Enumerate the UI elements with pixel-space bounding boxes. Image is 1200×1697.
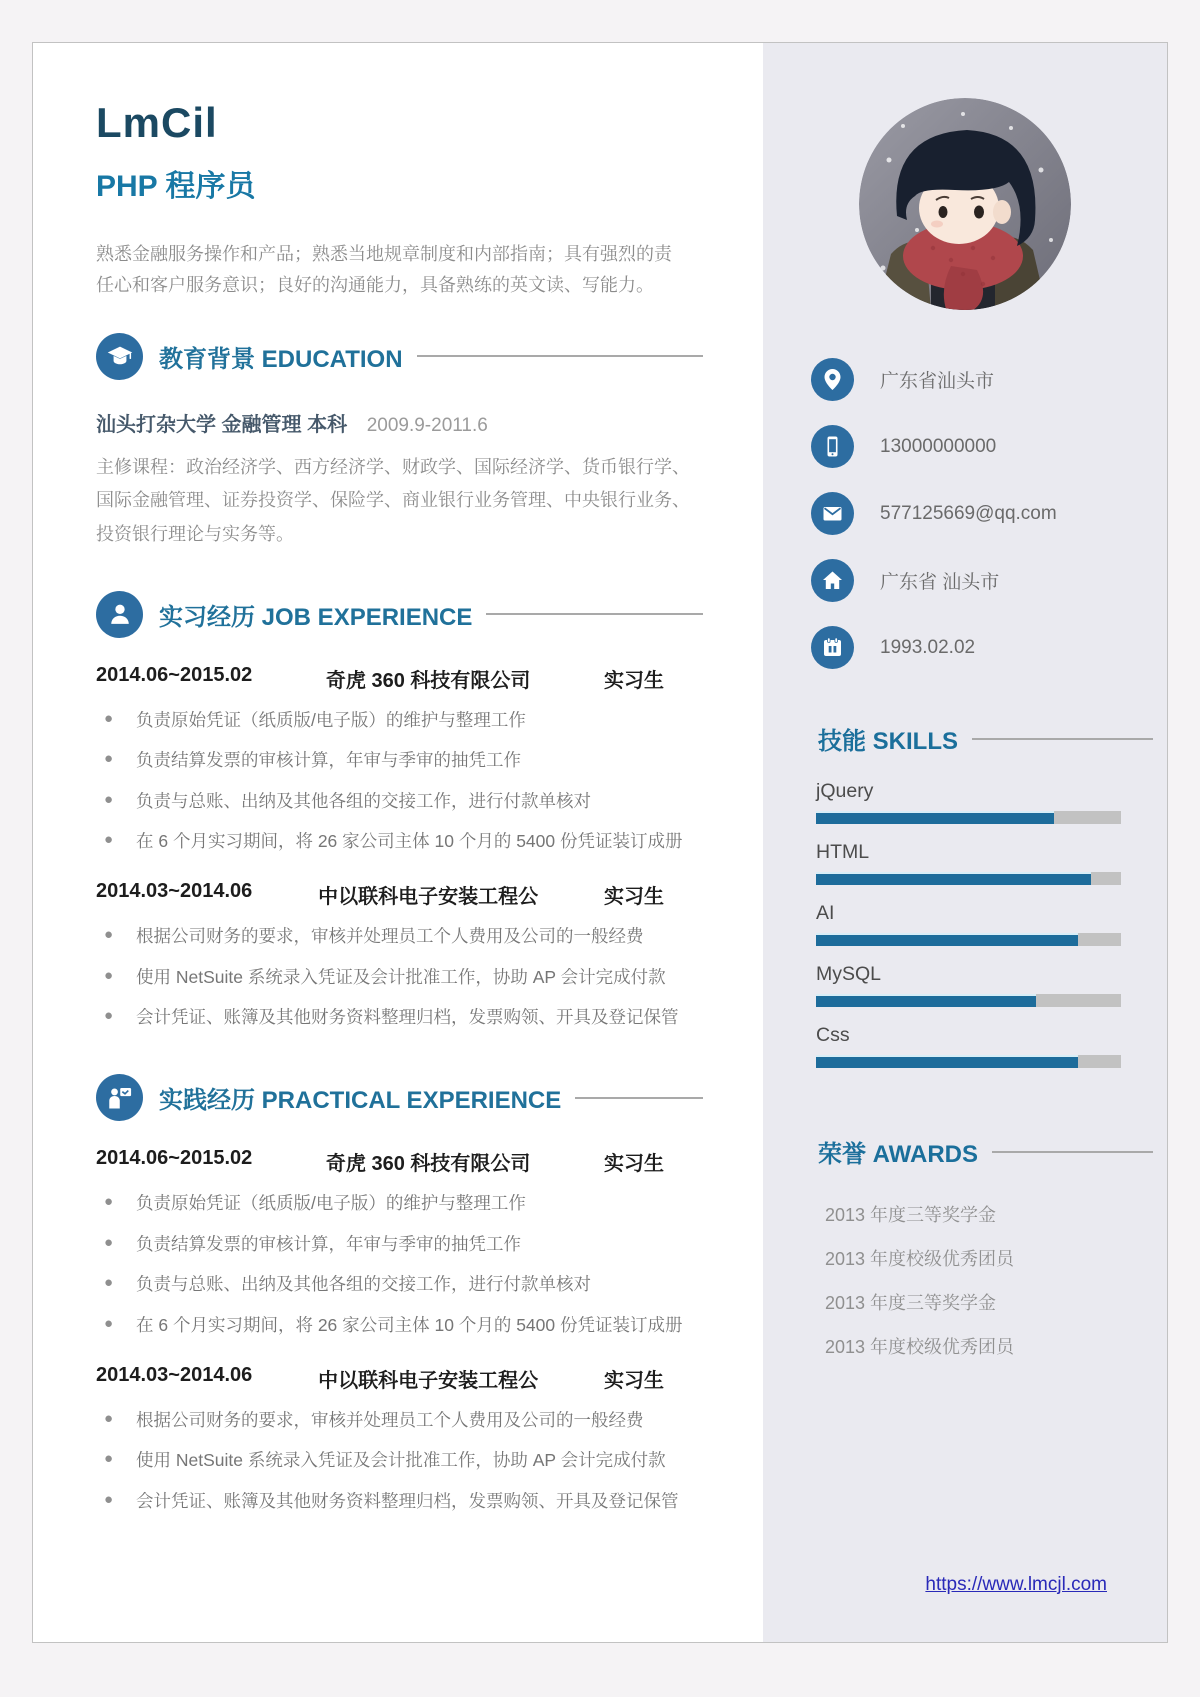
job-head: [96, 880, 664, 909]
skill-item: [816, 963, 1167, 1007]
contact-item-birthday: [811, 626, 1167, 669]
graduation-cap-icon: [96, 333, 143, 380]
skill-label: jQuery: [816, 780, 874, 802]
contact-value: 1993.02.02: [880, 636, 976, 658]
bullet-text: 会计凭证、账簿及其他财务资料整理归档，发票购领、开具及登记保管: [136, 1490, 679, 1511]
job-entry: [96, 1364, 703, 1514]
summary-text: 熟悉金融服务操作和产品；熟悉当地规章制度和内部指南；具有强烈的责任心和客户服务意识；良好的沟通能力，具备熟练的英文读、写能力。: [96, 244, 672, 295]
bullet-list: [96, 708, 703, 855]
bullet-item: [96, 708, 703, 733]
section-rule: [486, 613, 703, 615]
skills-list: [763, 780, 1167, 1068]
bullet-text: 负责结算发票的审核计算，年审与季审的抽凭工作: [136, 1233, 521, 1254]
website-link[interactable]: https://www.lmcjl.com: [925, 1574, 1107, 1595]
bullet-list: [96, 924, 703, 1030]
award-item: 2013 年度校级优秀团员: [825, 1249, 1015, 1269]
bullet-dot-icon: ●: [104, 709, 114, 727]
skill-item: [816, 780, 1167, 824]
person-icon: [96, 591, 143, 638]
resume-page: [32, 42, 1168, 1643]
section-header-practical-experience: [96, 1074, 703, 1121]
job-company: 奇虎 360 科技有限公司: [325, 669, 531, 692]
location-pin-icon: [811, 358, 854, 401]
calendar-icon: [811, 626, 854, 669]
bullet-dot-icon: ●: [104, 1233, 114, 1251]
skill-bar-track: [816, 994, 1121, 1007]
phone-icon: [811, 425, 854, 468]
avatar: [859, 98, 1071, 310]
skill-bar-fill: [816, 811, 1054, 824]
contact-item-address: [811, 559, 1167, 602]
job-company: 奇虎 360 科技有限公司: [325, 1153, 531, 1176]
contact-value: 广东省 汕头市: [880, 572, 1000, 593]
bullet-text: 根据公司财务的要求，审核并处理员工个人费用及公司的一般经费: [136, 926, 644, 947]
bullet-item: [96, 789, 703, 814]
bullet-dot-icon: ●: [104, 790, 114, 808]
job-entry: [96, 1147, 703, 1338]
bullet-item: [96, 1232, 703, 1257]
skill-item: [816, 1024, 1167, 1068]
bullet-dot-icon: ●: [104, 1490, 114, 1508]
contact-value: 577125669@qq.com: [880, 502, 1057, 524]
bullet-text: 负责原始凭证（纸质版/电子版）的维护与整理工作: [136, 709, 526, 730]
skill-label: MySQL: [816, 963, 882, 985]
presentation-icon: [96, 1074, 143, 1121]
skill-bar-track: [816, 872, 1121, 885]
bullet-text: 在 6 个月实习期间，将 26 家公司主体 10 个月的 5400 份凭证装订成册: [136, 830, 683, 851]
awards-list: [763, 1201, 1167, 1359]
bullet-list: [96, 1408, 703, 1514]
section-header-education: [96, 333, 703, 380]
job-entry: [96, 880, 703, 1030]
job-period: 2014.06~2015.02: [96, 1147, 253, 1170]
section-header-awards: [763, 1134, 1167, 1169]
bullet-text: 使用 NetSuite 系统录入凭证及会计批准工作，协助 AP 会计完成付款: [136, 1450, 666, 1471]
email-icon: [811, 492, 854, 535]
bullet-text: 负责与总账、出纳及其他各组的交接工作，进行付款单核对: [136, 790, 591, 811]
skill-label: AI: [816, 902, 835, 924]
section-title: 实践经历 PRACTICAL EXPERIENCE: [159, 1087, 562, 1115]
section-rule: [575, 1097, 703, 1099]
contact-value: 广东省汕头市: [880, 371, 995, 392]
main-column: [96, 43, 703, 1514]
bullet-text: 负责与总账、出纳及其他各组的交接工作，进行付款单核对: [136, 1274, 591, 1295]
section-header-job-experience: [96, 591, 703, 638]
education-period: 2009.9-2011.6: [366, 414, 488, 436]
section-rule: [992, 1151, 1153, 1153]
bullet-dot-icon: ●: [104, 1314, 114, 1332]
skill-bar-track: [816, 1055, 1121, 1068]
section-rule: [417, 355, 703, 357]
job-head: [96, 664, 664, 693]
section-title: 技能 SKILLS: [818, 728, 959, 755]
bullet-text: 使用 NetSuite 系统录入凭证及会计批准工作，协助 AP 会计完成付款: [136, 966, 666, 987]
bullet-item: [96, 1408, 703, 1433]
section-title: 实习经历 JOB EXPERIENCE: [159, 603, 473, 631]
award-item: 2013 年度三等奖学金: [825, 1205, 997, 1225]
job-entry: [96, 664, 703, 855]
bullet-dot-icon: ●: [104, 1409, 114, 1427]
bullet-dot-icon: ●: [104, 1450, 114, 1468]
bullet-text: 根据公司财务的要求，审核并处理员工个人费用及公司的一般经费: [136, 1409, 644, 1430]
job-head: [96, 1364, 664, 1393]
skill-item: [816, 902, 1167, 946]
bullet-dot-icon: ●: [104, 750, 114, 768]
skill-item: [816, 841, 1167, 885]
skill-bar-fill: [816, 994, 1036, 1007]
skill-bar-fill: [816, 933, 1078, 946]
skill-bar-fill: [816, 1055, 1078, 1068]
bullet-dot-icon: ●: [104, 830, 114, 848]
bullet-text: 负责原始凭证（纸质版/电子版）的维护与整理工作: [136, 1193, 526, 1214]
skill-label: Css: [816, 1024, 850, 1046]
bullet-item: [96, 965, 703, 990]
bullet-dot-icon: ●: [104, 966, 114, 984]
skill-bar-track: [816, 933, 1121, 946]
school-degree: 汕头打杂大学 金融管理 本科: [96, 413, 348, 436]
job-role: 实习生: [603, 669, 664, 692]
job-head: [96, 1147, 664, 1176]
award-item: 2013 年度三等奖学金: [825, 1293, 997, 1313]
bullet-item: [96, 1005, 703, 1030]
skill-label: HTML: [816, 841, 870, 863]
contact-item-phone: [811, 425, 1167, 468]
sidebar: [763, 43, 1167, 1642]
bullet-dot-icon: ●: [104, 1274, 114, 1292]
section-title: 教育背景 EDUCATION: [159, 345, 403, 373]
job-period: 2014.03~2014.06: [96, 1363, 253, 1386]
job-title: PHP 程序员: [96, 170, 256, 203]
bullet-dot-icon: ●: [104, 1193, 114, 1211]
contact-list: [763, 358, 1167, 669]
education-degree-line: [96, 408, 703, 437]
award-item: 2013 年度校级优秀团员: [825, 1337, 1015, 1357]
job-company: 中以联科电子安装工程公: [318, 886, 539, 909]
bullet-text: 负责结算发票的审核计算，年审与季审的抽凭工作: [136, 750, 521, 771]
bullet-dot-icon: ●: [104, 926, 114, 944]
bullet-item: [96, 1191, 703, 1216]
job-role: 实习生: [604, 886, 664, 909]
skill-bar-track: [816, 811, 1121, 824]
bullet-item: [96, 1448, 703, 1473]
home-icon: [811, 559, 854, 602]
contact-item-email: [811, 492, 1167, 535]
job-company: 中以联科电子安装工程公: [318, 1369, 539, 1392]
job-period: 2014.03~2014.06: [96, 880, 253, 903]
contact-value: 13000000000: [880, 435, 997, 457]
bullet-text: 在 6 个月实习期间，将 26 家公司主体 10 个月的 5400 份凭证装订成册: [136, 1314, 683, 1335]
bullet-item: [96, 924, 703, 949]
section-title: 荣誉 AWARDS: [818, 1141, 979, 1168]
page-title: LmCil: [96, 99, 218, 146]
bullet-item: [96, 1489, 703, 1514]
bullet-text: 会计凭证、账簿及其他财务资料整理归档，发票购领、开具及登记保管: [136, 1007, 679, 1028]
job-role: 实习生: [603, 1153, 664, 1176]
section-rule: [972, 738, 1153, 740]
contact-item-location: [811, 358, 1167, 401]
job-period: 2014.06~2015.02: [96, 663, 253, 686]
bullet-item: [96, 748, 703, 773]
skill-bar-fill: [816, 872, 1091, 885]
bullet-list: [96, 1191, 703, 1338]
bullet-item: [96, 1313, 703, 1338]
bullet-dot-icon: ●: [104, 1007, 114, 1025]
job-role: 实习生: [604, 1369, 664, 1392]
courses-text: 主修课程：政治经济学、西方经济学、财政学、国际经济学、货币银行学、国际金融管理、证券投资学、保险学、商业银行业务管理、中央银行业务、投资银行理论与实务等。: [96, 456, 690, 544]
bullet-item: [96, 1272, 703, 1297]
bullet-item: [96, 829, 703, 854]
section-header-skills: [763, 721, 1167, 756]
